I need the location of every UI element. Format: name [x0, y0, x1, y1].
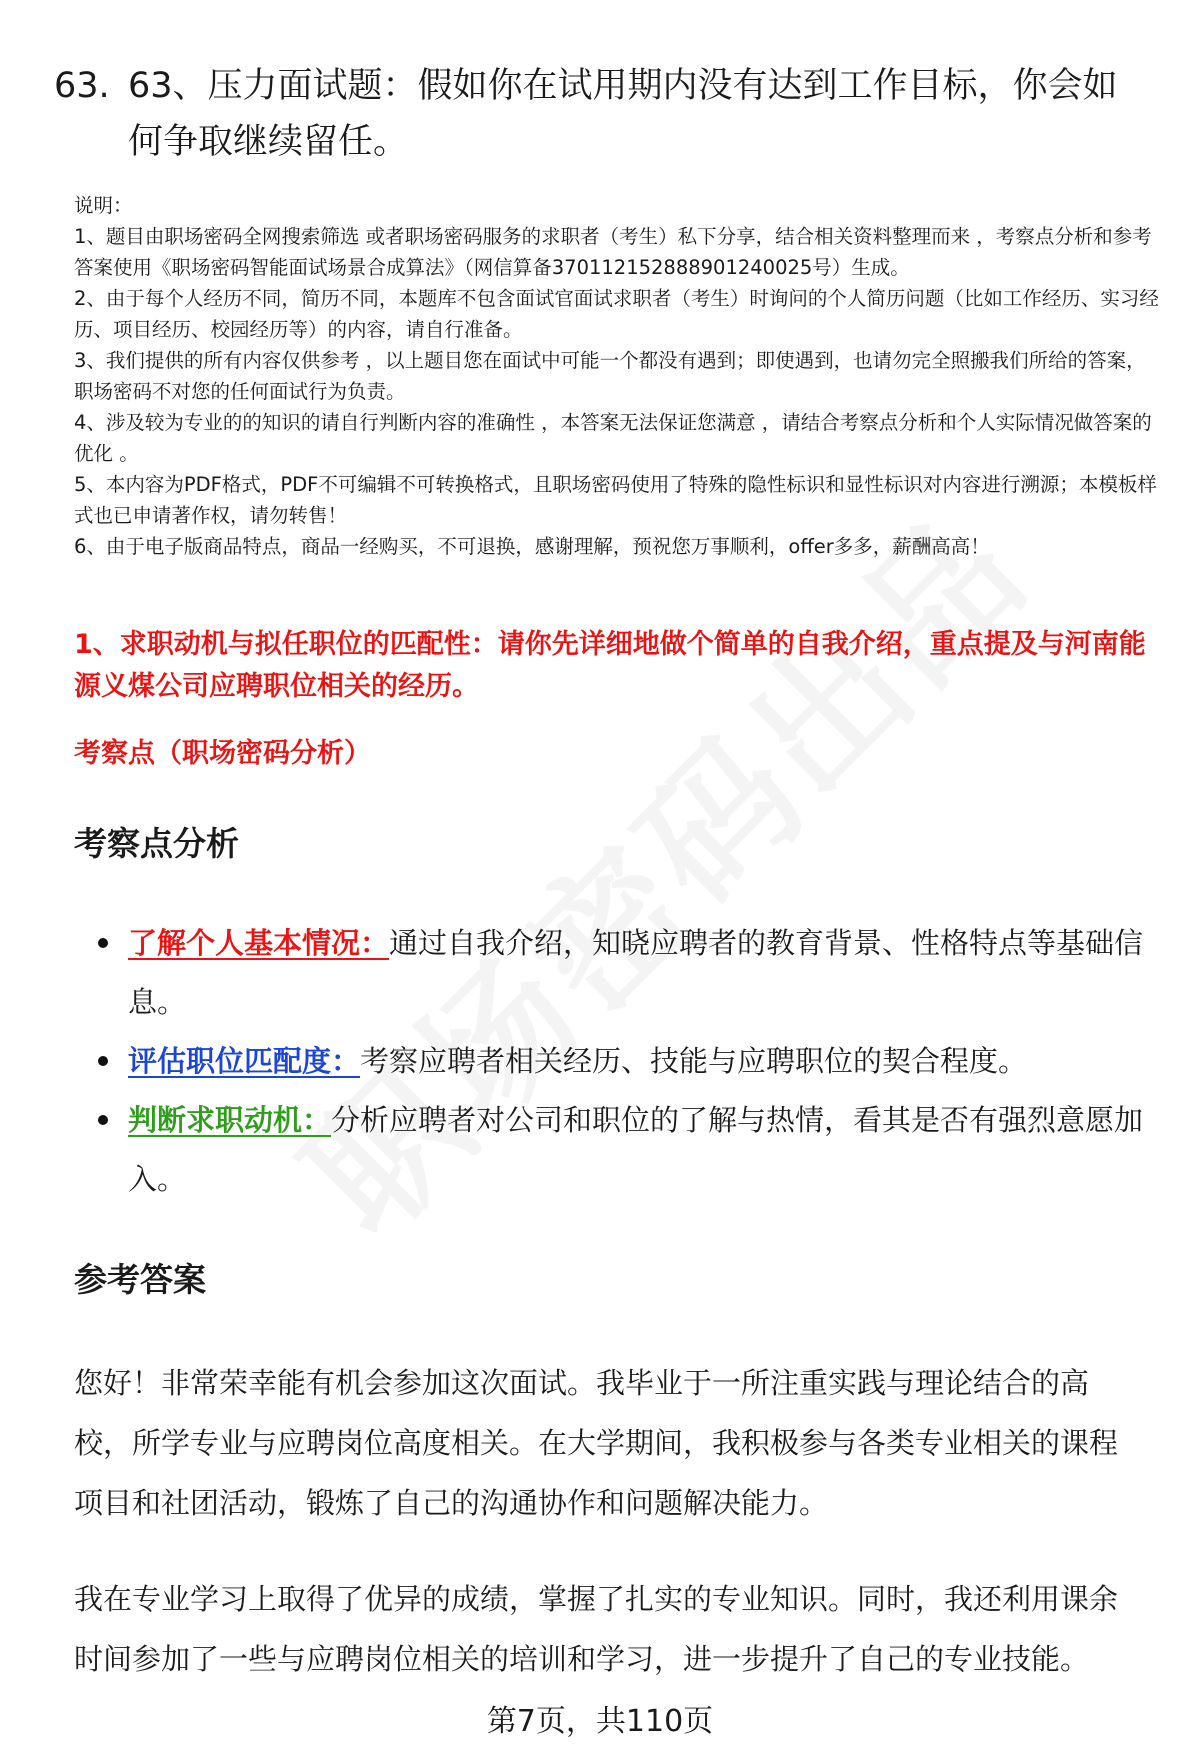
- bullet-icon: [98, 1056, 108, 1066]
- list-item: [92, 1091, 1152, 1209]
- analysis-heading: 考察点分析: [74, 824, 239, 863]
- question-number: 63.: [54, 66, 110, 106]
- bullet-text: 通过自我介绍，知晓应聘者的教育背景、性格特点等基础信息。: [128, 926, 1144, 1019]
- bullet-label: 了解个人基本情况：: [128, 926, 390, 960]
- note-item: 5、本内容为PDF格式，PDF不可编辑不可转换格式，且职场密码使用了特殊的隐性标识和显性标识对内容进行溯源；本模板样式也已申请著作权，请勿转售！: [74, 473, 1157, 527]
- bullet-label: 判断求职动机：: [128, 1103, 332, 1137]
- note-item: 6、由于电子版商品特点，商品一经购买，不可退换，感谢理解，预祝您万事顺利，offer多多，薪酬高高！: [74, 535, 990, 558]
- question-title: [54, 58, 1144, 170]
- bullet-label: 评估职位匹配度：: [128, 1044, 361, 1078]
- bullet-text: 分析应聘者对公司和职位的了解与热情，看其是否有强烈意愿加入。: [128, 1103, 1144, 1196]
- answer-paragraph: 我在专业学习上取得了优异的成绩，掌握了扎实的专业知识。同时，我还利用课余时间参加了一些与应聘岗位相关的培训和学习，进一步提升了自己的专业技能。: [74, 1582, 1119, 1676]
- bullet-icon: [98, 1115, 108, 1125]
- sub-question: 1、求职动机与拟任职位的匹配性：请你先详细地做个简单的自我介绍，重点提及与河南能源义煤公司应聘职位相关的经历。: [74, 629, 1146, 702]
- question-text: 63、压力面试题：假如你在试用期内没有达到工作目标，你会如何争取继续留任。: [128, 66, 1118, 162]
- answer-heading: 参考答案: [74, 1260, 206, 1299]
- notes-heading: 说明：: [74, 194, 133, 217]
- bullet-text: 考察应聘者相关经历、技能与应聘职位的契合程度。: [360, 1044, 1028, 1078]
- page-footer: 第7页，共110页: [486, 1704, 714, 1739]
- note-item: 4、涉及较为专业的的知识的请自行判断内容的准确性 ，本答案无法保证您满意 ，请结合考察点分析和个人实际情况做答案的优化 。: [74, 411, 1152, 465]
- notes-block: [74, 190, 1160, 562]
- list-item: [92, 1032, 1152, 1091]
- note-item: 3、我们提供的所有内容仅供参考 ，以上题目您在面试中可能一个都没有遇到；即使遇到，也请勿完全照搬我们所给的答案，职场密码不对您的任何面试行为负责。: [74, 349, 1146, 403]
- note-item: 1、题目由职场密码全网搜索筛选 或者职场密码服务的求职者（考生）私下分享，结合相关资料整理而来 ，考察点分析和参考答案使用《职场密码智能面试场景合成算法》（网信算备370112152888901240025号）生成。: [74, 225, 1152, 279]
- analysis-list: [92, 914, 1152, 1209]
- answer-body: [74, 1353, 1146, 1725]
- answer-paragraph: 您好！非常荣幸能有机会参加这次面试。我毕业于一所注重实践与理论结合的高校，所学专业与应聘岗位高度相关。在大学期间，我积极参与各类专业相关的课程项目和社团活动，锻炼了自己的沟通协作和问题解决能力。: [74, 1366, 1119, 1520]
- note-item: 2、由于每个人经历不同，简历不同，本题库不包含面试官面试求职者（考生）时询问的个人简历问题（比如工作经历、实习经历、项目经历、校园经历等）的内容，请自行准备。: [74, 287, 1159, 341]
- analysis-label: 考察点（职场密码分析）: [74, 738, 371, 769]
- bullet-icon: [98, 938, 108, 948]
- list-item: [92, 914, 1152, 1032]
